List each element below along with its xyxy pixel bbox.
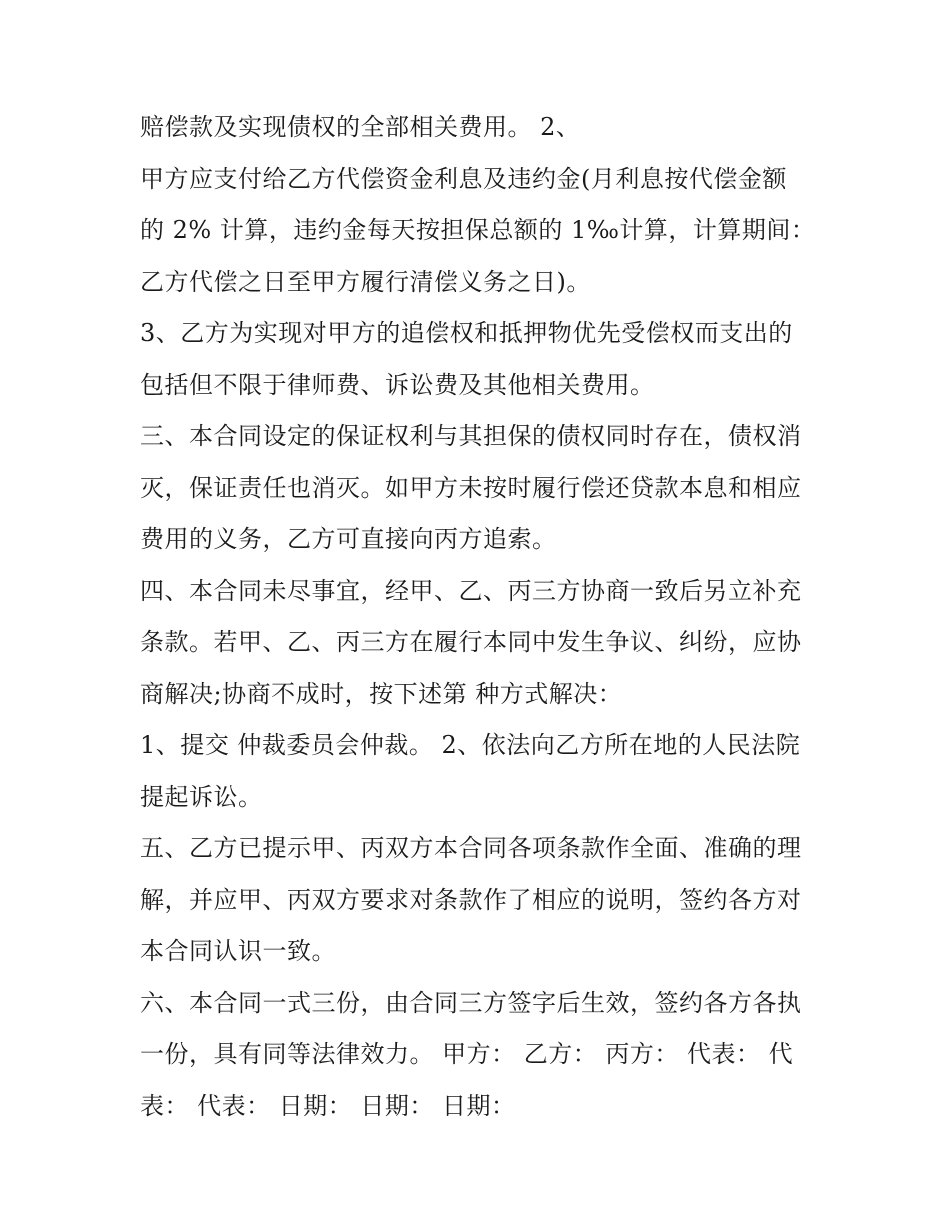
text-line: 表： 代表： 日期： 日期： 日期： (140, 1091, 516, 1120)
text-line: 灭，保证责任也消灭。如甲方未按时履行偿还贷款本息和相应 (140, 473, 802, 502)
text-line: 六、本合同一式三份，由合同三方签字后生效，签约各方各执 (140, 988, 802, 1017)
text-line: 包括但不限于律师费、诉讼费及其他相关费用。 (140, 370, 655, 399)
text-line: 的 2% 计算，违约金每天按担保总额的 1‰计算，计算期间： (140, 216, 816, 244)
text-line: 提起诉讼。 (140, 782, 263, 811)
text-line: 四、本合同未尽事宜，经甲、乙、丙三方协商一致后另立补充 (140, 576, 802, 605)
text-line: 解，并应甲、丙双方要求对条款作了相应的说明，签约各方对 (140, 885, 802, 914)
text-line: 1、提交 仲裁委员会仲裁。 2、依法向乙方所在地的人民法院 (140, 731, 801, 759)
text-line: 赔偿款及实现债权的全部相关费用。 2、 (140, 113, 581, 141)
text-line: 本合同认识一致。 (140, 937, 336, 965)
text-line: 五、乙方已提示甲、丙双方本合同各项条款作全面、准确的理 (140, 834, 802, 862)
text-line: 一份，具有同等法律效力。 甲方： 乙方： 丙方： 代表： 代 (140, 1040, 794, 1068)
text-line: 甲方应支付给乙方代偿资金利息及违约金(月利息按代偿金额 (140, 164, 787, 193)
contract-text (140, 102, 830, 1132)
text-line: 乙方代偿之日至甲方履行清偿义务之日)。 (140, 267, 591, 296)
text-line: 商解决;协商不成时，按下述第 种方式解决： (140, 679, 623, 708)
text-line: 三、本合同设定的保证权利与其担保的债权同时存在，债权消 (140, 422, 802, 450)
text-line: 费用的义务，乙方可直接向丙方追索。 (140, 525, 557, 553)
text-line: 条款。若甲、乙、丙三方在履行本同中发生争议、纠纷，应协 (140, 628, 802, 656)
text-line: 3、乙方为实现对甲方的追偿权和抵押物优先受偿权而支出的 (140, 319, 793, 347)
